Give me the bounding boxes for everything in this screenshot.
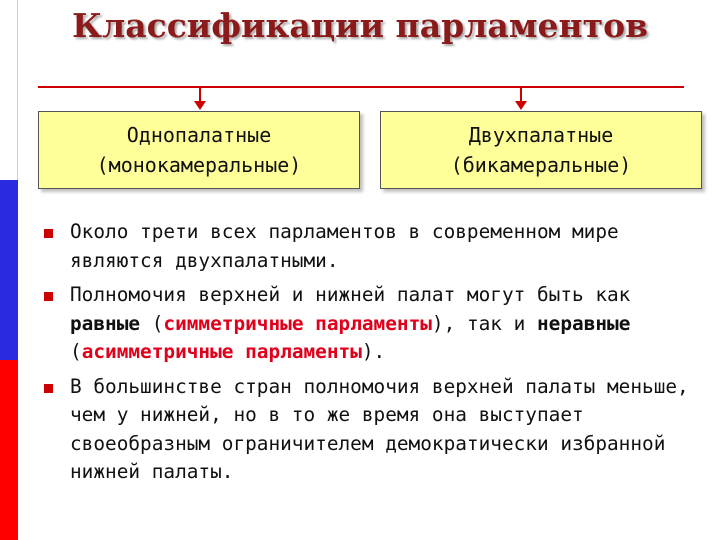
slide-title: Классификации парламентов	[71, 6, 649, 45]
arrow-down-icon	[515, 88, 527, 110]
unicameral-sublabel: (монокамеральные)	[96, 153, 302, 177]
bullet-text: Около трети всех парламентов в современном мире являются двухпалатными.	[70, 220, 619, 272]
arrow-down-icon	[194, 88, 206, 110]
unicameral-label: Однопалатные	[126, 123, 272, 147]
bicameral-sublabel: (бикамеральные)	[450, 153, 632, 177]
bullet-text: (	[140, 311, 164, 335]
bullet-text: ), так и	[431, 311, 537, 335]
bullet-text: В большинстве стран полномочия верхней палаты меньше, чем у нижней, но в то же время она выступает своеобразным ограничителем демократически избранной нижней палаты.	[70, 374, 689, 483]
bullet-text: Полномочия верхней и нижней палат могут быть как	[70, 283, 631, 306]
bullet-square-icon	[44, 229, 53, 238]
bicameral-box	[380, 111, 702, 189]
flag-stripe-white	[0, 0, 18, 180]
bicameral-label: Двухпалатные	[468, 123, 614, 147]
unicameral-box	[38, 111, 360, 189]
emphasis-text: равные	[70, 311, 141, 335]
list-item	[44, 218, 704, 275]
bullet-text: ).	[361, 340, 386, 363]
list-item	[44, 281, 704, 367]
emphasis-text: неравные	[537, 311, 631, 335]
connector-line	[38, 86, 684, 88]
bullet-list	[44, 218, 704, 493]
highlight-term: симметричные парламенты	[163, 311, 432, 335]
bullet-text: (	[70, 340, 82, 363]
bullet-square-icon	[44, 384, 53, 393]
highlight-term: асимметричные парламенты	[81, 340, 362, 363]
flag-stripe-red	[0, 360, 18, 540]
list-item	[44, 373, 704, 487]
bullet-square-icon	[44, 292, 53, 301]
flag-stripe-blue	[0, 180, 18, 360]
